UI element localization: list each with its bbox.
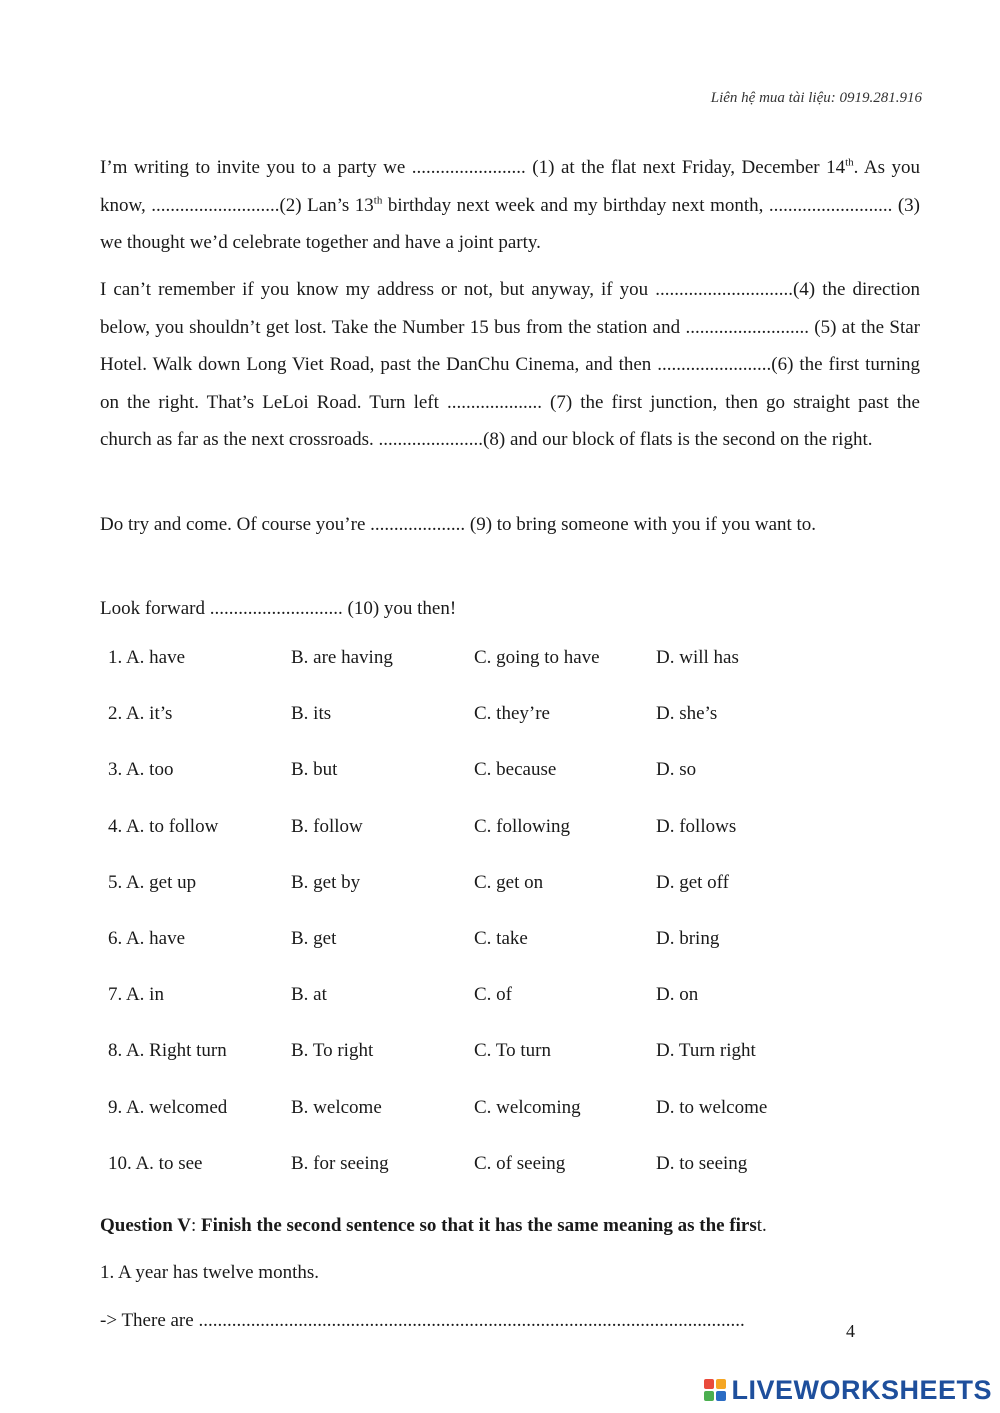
- option-row: [108, 984, 868, 1040]
- option-d: D. on: [656, 984, 699, 1006]
- option-d: D. she’s: [656, 703, 718, 725]
- exercise-answer-line-1: -> There are ...................................................................................................................: [100, 1310, 745, 1331]
- passage-paragraph-3: Do try and come. Of course you’re .................... (9) to bring someone with you if you want to.: [100, 514, 817, 535]
- option-d: D. will has: [656, 647, 739, 668]
- option-row: [108, 816, 868, 872]
- option-c: C. of: [474, 984, 512, 1006]
- page-number: 4: [846, 1321, 855, 1341]
- option-row: [108, 759, 868, 815]
- contact-header: Liên hệ mua tài liệu: 0919.281.916: [710, 90, 922, 106]
- option-a: 3. A. too: [108, 759, 174, 781]
- option-d: D. to welcome: [656, 1096, 768, 1118]
- option-a: 7. A. in: [108, 984, 164, 1006]
- option-b: B. are having: [291, 647, 393, 668]
- question-tail: t.: [756, 1215, 767, 1236]
- option-b: B. for seeing: [291, 1152, 389, 1174]
- option-b: B. get by: [291, 871, 361, 893]
- option-d: D. bring: [656, 927, 720, 949]
- logo-square: [716, 1391, 726, 1401]
- passage-paragraph-1: I’m writing to invite you to a party we ........................ (1) at the flat next Friday, December 14th. As you know, ...........................(2) Lan’s 13th birthday next week and my birthday next month, .......................... (3) we thought we’d celebrate together and have a joint party.: [100, 156, 920, 254]
- brand-name: LIVEWORKSHEETS: [731, 1374, 992, 1405]
- logo-square: [704, 1391, 714, 1401]
- question-instruction: Finish the second sentence so that it has the same meaning as the firs: [201, 1215, 757, 1236]
- option-c: C. following: [474, 815, 571, 837]
- passage-paragraph-4: Look forward ............................ (10) you then!: [100, 598, 457, 619]
- option-row: [108, 1097, 868, 1153]
- question-5-heading: [100, 1215, 767, 1237]
- option-a: 4. A. to follow: [108, 815, 219, 837]
- option-d: D. so: [656, 759, 697, 781]
- option-a: 8. A. Right turn: [108, 1040, 227, 1062]
- option-row: [108, 647, 868, 703]
- option-c: C. of seeing: [474, 1152, 566, 1174]
- option-row: [108, 1153, 868, 1209]
- logo-square: [704, 1379, 714, 1389]
- option-d: D. to seeing: [656, 1152, 748, 1174]
- option-d: D. get off: [656, 871, 729, 893]
- option-row: [108, 703, 868, 759]
- option-row: [108, 1040, 868, 1096]
- option-c: C. To turn: [474, 1040, 551, 1062]
- option-a: 9. A. welcomed: [108, 1096, 228, 1118]
- liveworksheets-logo: [704, 1373, 992, 1407]
- question-colon: :: [190, 1215, 202, 1236]
- question-label: Question V: [100, 1215, 191, 1236]
- option-c: C. going to have: [474, 647, 600, 668]
- option-b: B. get: [291, 927, 337, 949]
- option-b: B. but: [291, 759, 338, 781]
- option-c: C. because: [474, 759, 557, 781]
- option-b: B. at: [291, 984, 327, 1006]
- option-a: 6. A. have: [108, 927, 186, 949]
- exercise-item-1: 1. A year has twelve months.: [100, 1262, 319, 1283]
- option-c: C. get on: [474, 871, 544, 893]
- option-b: B. its: [291, 703, 332, 725]
- option-a: 1. A. have: [108, 647, 186, 668]
- answer-options: [108, 647, 868, 1209]
- option-c: C. they’re: [474, 703, 550, 725]
- passage-paragraph-2: I can’t remember if you know my address or not, but anyway, if you .............................(4) the direction below, you shouldn’t get lost. Take the Number 15 bus from the station and .......................... (5) at the Star Hotel. Walk down Long Viet Road, past the DanChu Cinema, and then ........................(6) the first turning on the right. That’s LeLoi Road. Turn left .................... (7) the first junction, then go straight past the church as far as the next crossroads. ......................(8) and our block of flats is the second on the right.: [100, 279, 920, 451]
- option-b: B. follow: [291, 815, 363, 837]
- option-row: [108, 928, 868, 984]
- logo-square: [716, 1379, 726, 1389]
- option-b: B. To right: [291, 1040, 374, 1062]
- option-row: [108, 872, 868, 928]
- logo-icon: [704, 1379, 726, 1401]
- option-d: D. follows: [656, 815, 737, 837]
- option-c: C. welcoming: [474, 1096, 581, 1118]
- option-a: 10. A. to see: [108, 1152, 203, 1174]
- option-a: 2. A. it’s: [108, 703, 173, 725]
- option-d: D. Turn right: [656, 1040, 756, 1062]
- option-b: B. welcome: [291, 1096, 382, 1118]
- option-a: 5. A. get up: [108, 871, 197, 893]
- option-c: C. take: [474, 927, 528, 949]
